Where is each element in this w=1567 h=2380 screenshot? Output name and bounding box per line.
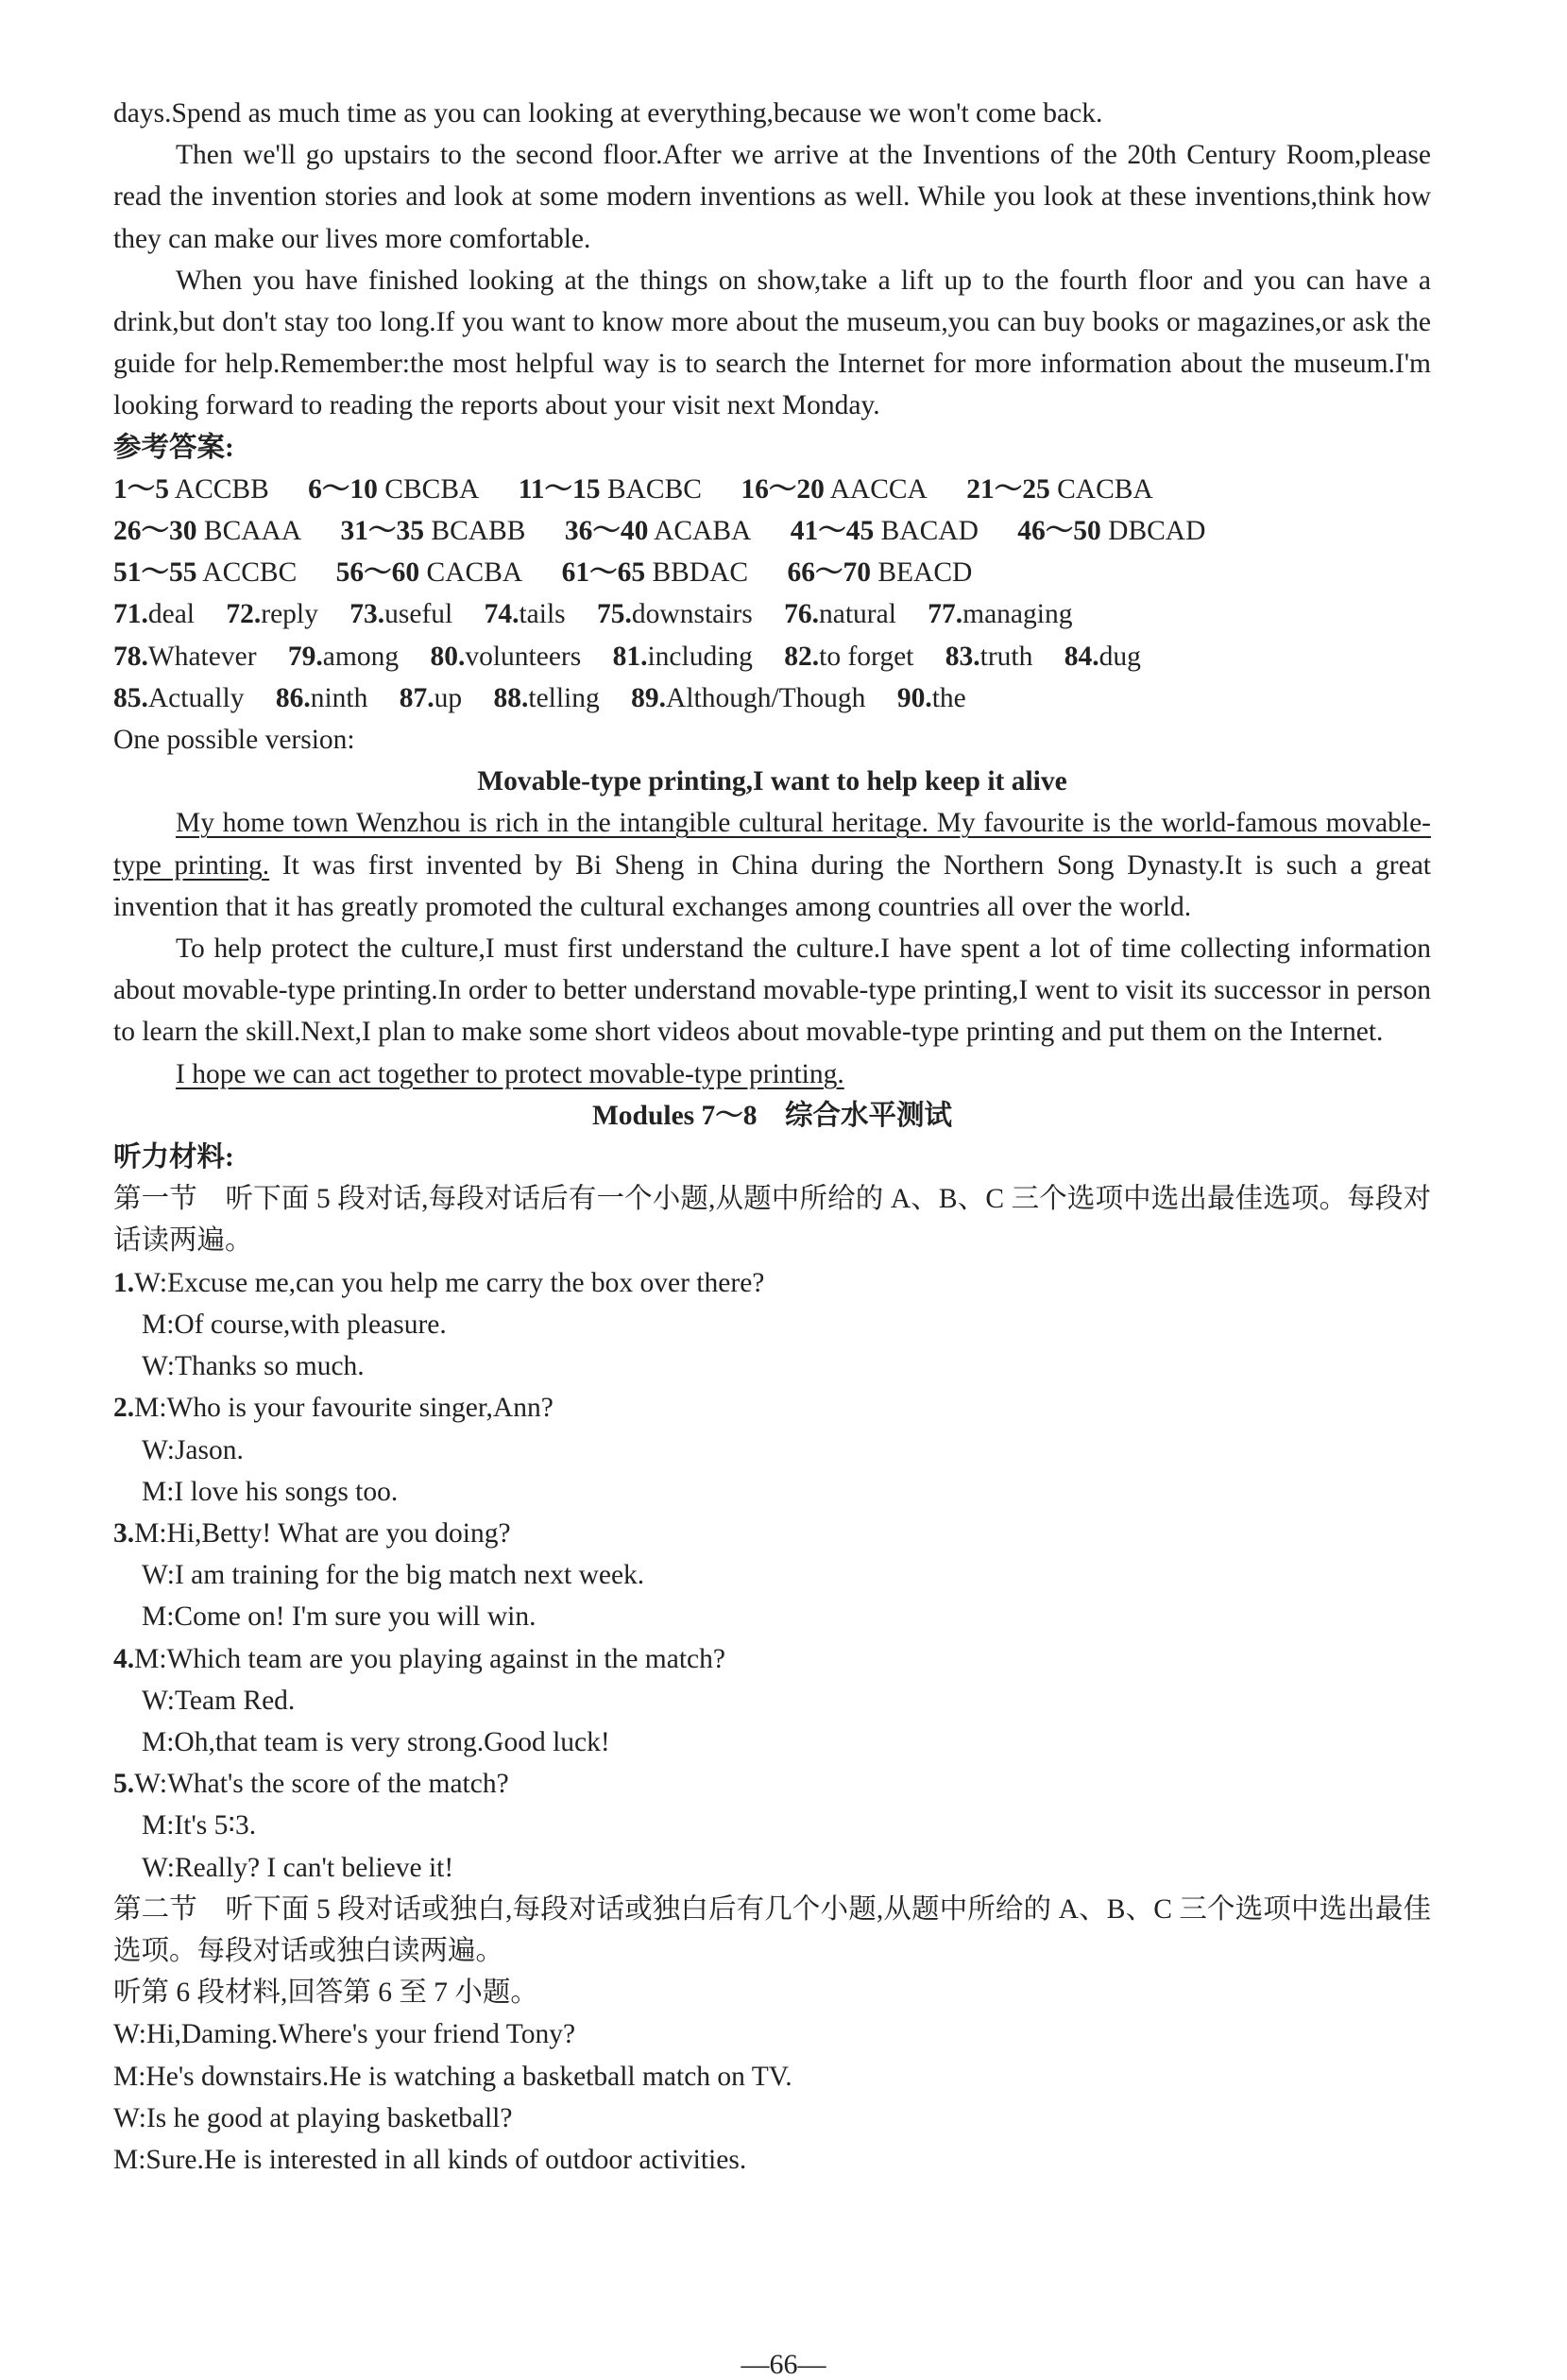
answer-range: 1～5 (113, 473, 170, 505)
answer-value: CBCBA (384, 473, 480, 505)
answer-value: ACCBC (202, 557, 298, 589)
answer-group (1017, 516, 1205, 546)
fill-number: 84 (1064, 641, 1093, 672)
answer-group (787, 557, 972, 588)
answer-range: 66～70 (787, 557, 871, 589)
fill-word: among (322, 641, 400, 672)
passage-paragraph: When you have finished looking at the things on show,take a lift up to the fourth floor and you can have a drink,but don't stay too long.If you want to know more about the museum,you can buy books or magazines,or ask the guide for help.Remember:the most helpful way is to search the Internet for more information about the museum.I'm looking forward to reading the reports about your visit next Monday. (113, 265, 1431, 421)
essay-paragraph: To help protect the culture,I must first understand the culture.I have spent a lot of time collecting information about movable-type printing.In order to better understand movable-type printing,I went to visit its successor in person to learn the skill.Next,I plan to make some short videos about movable-type printing and put them on the Internet. (113, 933, 1431, 1048)
fill-item: 76.natural (784, 599, 896, 630)
answer-group (562, 557, 749, 588)
fill-item: 83.truth (945, 641, 1033, 672)
answer-group (519, 474, 702, 505)
dialogue-2 (113, 1387, 1431, 1513)
fill-item: 72.reply (226, 599, 318, 630)
section-instruction: 第一节 听下面 5 段对话,每段对话后有一个小题,从题中所给的 A、B、C 三个选项中选出最佳选项。每段对话读两遍。 (113, 1184, 1431, 1257)
answer-range: 26～30 (113, 516, 197, 547)
fill-word: natural (818, 599, 896, 630)
document-body (113, 93, 1431, 2181)
fill-word: Whatever (147, 641, 257, 672)
fill-item: 82.to forget (784, 641, 914, 672)
essay-paragraph (113, 1053, 1431, 1095)
answer-value: CACBA (426, 557, 523, 589)
answer-range: 51～55 (113, 557, 197, 589)
material-intro: 听第 6 段材料,回答第 6 至 7 小题。 (113, 1978, 538, 2009)
page-number: —66— (741, 2349, 826, 2380)
fill-number: 71 (113, 599, 142, 630)
fill-item: 86.ninth (275, 682, 368, 713)
dialogue-line: W:Team Red. (142, 1685, 296, 1716)
dialogue-line: M:Sure.He is interested in all kinds of outdoor activities. (113, 2144, 747, 2175)
fill-item: 85.Actually (113, 682, 245, 713)
essay-intro: One possible version: (113, 725, 355, 756)
fill-item: 75.downstairs (597, 599, 753, 630)
choice-answers (113, 469, 1431, 594)
fill-item: 79.among (287, 641, 400, 672)
dialogue-line (113, 1638, 1431, 1680)
fill-row (113, 677, 1431, 719)
fill-word: to forget (819, 641, 914, 672)
dialogue-text: W:Excuse me,can you help me carry the box over there? (134, 1267, 765, 1298)
dialogue-line (113, 1763, 1431, 1805)
fill-number: 74 (484, 599, 513, 630)
listening-heading: 听力材料: (113, 1142, 234, 1173)
answer-group (791, 516, 979, 546)
answer-value: BACBC (606, 473, 702, 505)
fill-word: reply (261, 599, 318, 630)
fill-number: 89 (631, 682, 659, 713)
fill-word: volunteers (465, 641, 582, 672)
fill-number: 81 (612, 641, 641, 672)
fill-number: 77 (928, 599, 956, 630)
fill-number: 73 (349, 599, 378, 630)
dialogue-number: 2. (113, 1393, 135, 1424)
answer-value: BCABB (431, 516, 526, 547)
answer-range: 16～20 (741, 473, 825, 505)
dialogue-line (113, 1513, 1431, 1554)
fill-word: up (434, 682, 463, 713)
fill-item: 77.managing (928, 599, 1073, 630)
fill-word: dug (1099, 641, 1141, 672)
answer-group (741, 474, 928, 505)
answer-range: 56～60 (335, 557, 420, 589)
dialogue-line: W:Jason. (142, 1434, 244, 1465)
fill-number: 75 (597, 599, 625, 630)
fill-number: 83 (945, 641, 974, 672)
fill-row (113, 593, 1431, 635)
answer-group (341, 516, 526, 546)
fill-word: downstairs (631, 599, 753, 630)
dialogue-4 (113, 1638, 1431, 1764)
fill-word: useful (384, 599, 453, 630)
dialogue-line: M:It's 5∶3. (142, 1810, 257, 1841)
answer-group (565, 516, 752, 546)
answer-value: AACCA (829, 473, 928, 505)
answer-range: 36～40 (564, 516, 649, 547)
dialogue-text: W:What's the score of the match? (134, 1769, 509, 1800)
fill-number: 88 (493, 682, 521, 713)
fill-word: ninth (310, 682, 368, 713)
dialogue-line: M:Of course,with pleasure. (142, 1309, 447, 1340)
answer-range: 11～15 (518, 473, 601, 505)
answer-value: ACABA (654, 516, 752, 547)
answer-range: 41～45 (790, 516, 875, 547)
answer-group (113, 516, 301, 546)
answers-heading: 参考答案: (113, 432, 234, 463)
section-instruction: 第二节 听下面 5 段对话或独白,每段对话或独白后有几个小题,从题中所给的 A、B、C 三个选项中选出最佳选项。每段对话或独白读两遍。 (113, 1893, 1431, 1966)
dialogue-3 (113, 1513, 1431, 1638)
answers-row (113, 510, 1431, 552)
fill-word: including (647, 641, 753, 672)
fill-item: 74.tails (484, 599, 566, 630)
essay-paragraph (113, 802, 1431, 928)
dialogue-line: W:I am training for the big match next week. (142, 1560, 645, 1591)
fill-row (113, 636, 1431, 677)
dialogue-line: W:Really? I can't believe it! (142, 1852, 454, 1883)
answer-value: BACAD (880, 516, 979, 547)
fill-item: 87.up (399, 682, 463, 713)
answer-group (113, 474, 269, 505)
dialogue-line: W:Hi,Daming.Where's your friend Tony? (113, 2019, 576, 2050)
dialogue-line: W:Is he good at playing basketball? (113, 2102, 513, 2133)
answer-group (308, 474, 479, 505)
fill-item: 71.deal (113, 599, 196, 630)
answers-row (113, 552, 1431, 593)
passage-paragraph: Then we'll go upstairs to the second floor.After we arrive at the Inventions of the 20th Century Room,please read the invention stories and look at some modern inventions as well. While you look at these inventions,think how they can make our lives more comfortable. (113, 140, 1431, 254)
dialogue-line (113, 1387, 1431, 1429)
dialogue-text: M:Hi,Betty! What are you doing? (134, 1517, 511, 1549)
fill-word: Actually (147, 682, 245, 713)
underlined-sentence: My home town Wenzhou is rich in the intangible cultural heritage. My favourite is the world-famous movable-type printing. (113, 808, 1431, 881)
fill-number: 80 (430, 641, 458, 672)
fill-answers (113, 593, 1431, 719)
fill-item: 80.volunteers (430, 641, 582, 672)
answer-value: ACCBB (174, 473, 269, 505)
fill-number: 76 (784, 599, 812, 630)
fill-word: telling (528, 682, 600, 713)
fill-number: 82 (784, 641, 812, 672)
fill-item: 89.Although/Though (631, 682, 866, 713)
dialogue-number: 1. (113, 1267, 135, 1298)
underlined-sentence: I hope we can act together to protect movable-type printing. (176, 1058, 844, 1089)
answer-value: DBCAD (1108, 516, 1206, 547)
dialogue-5 (113, 1763, 1431, 1889)
dialogue-line: W:Thanks so much. (142, 1351, 365, 1382)
dialogue-text: M:Who is your favourite singer,Ann? (134, 1393, 554, 1424)
dialogue-line: M:I love his songs too. (142, 1476, 399, 1507)
dialogue-1 (113, 1262, 1431, 1388)
fill-number: 87 (399, 682, 428, 713)
answers-row (113, 469, 1431, 510)
fill-number: 72 (226, 599, 254, 630)
essay-text: It was first invented by Bi Sheng in China during the Northern Song Dynasty.It is such a great invention that it has greatly promoted the cultural exchanges among countries all over the world. (113, 849, 1432, 922)
fill-word: deal (147, 599, 196, 630)
answer-value: BCAAA (203, 516, 302, 547)
answer-group (336, 557, 523, 588)
fill-word: the (931, 682, 966, 713)
passage-paragraph: days.Spend as much time as you can looking at everything,because we won't come back. (113, 98, 1103, 128)
answer-value: BEACD (877, 557, 973, 589)
fill-word: truth (979, 641, 1033, 672)
dialogue-line: M:Come on! I'm sure you will win. (142, 1601, 537, 1633)
dialogue-line: M:He's downstairs.He is watching a basketball match on TV. (113, 2061, 792, 2092)
dialogue-number: 5. (113, 1769, 135, 1800)
fill-number: 78 (113, 641, 142, 672)
fill-number: 90 (896, 682, 926, 713)
fill-item: 88.telling (493, 682, 600, 713)
test-title: Modules 7～8 综合水平测试 (591, 1100, 953, 1131)
dialogue-number: 3. (113, 1517, 135, 1549)
answer-value: BBDAC (652, 557, 749, 589)
essay-title: Movable-type printing,I want to help keep it alive (477, 766, 1067, 797)
fill-number: 85 (113, 682, 142, 713)
answer-value: CACBA (1057, 473, 1153, 505)
answer-range: 6～10 (308, 473, 378, 505)
fill-word: tails (519, 599, 566, 630)
fill-word: Although/Though (666, 682, 866, 713)
fill-number: 79 (287, 641, 316, 672)
dialogue-text: M:Which team are you playing against in the match? (134, 1643, 725, 1674)
answer-range: 61～65 (561, 557, 646, 589)
dialogue-number: 4. (113, 1643, 135, 1674)
dialogue-line: M:Oh,that team is very strong.Good luck! (142, 1726, 610, 1757)
answer-range: 21～25 (966, 473, 1050, 505)
fill-item: 73.useful (349, 599, 453, 630)
answer-group (966, 474, 1153, 505)
fill-item: 90.the (896, 682, 966, 713)
fill-number: 86 (275, 682, 304, 713)
fill-word: managing (962, 599, 1073, 630)
dialogue-line (113, 1262, 1431, 1304)
answer-group (113, 557, 297, 588)
fill-item: 78.Whatever (113, 641, 257, 672)
fill-item: 84.dug (1064, 641, 1141, 672)
answer-range: 46～50 (1017, 516, 1101, 547)
fill-item: 81.including (612, 641, 753, 672)
answer-range: 31～35 (340, 516, 425, 547)
